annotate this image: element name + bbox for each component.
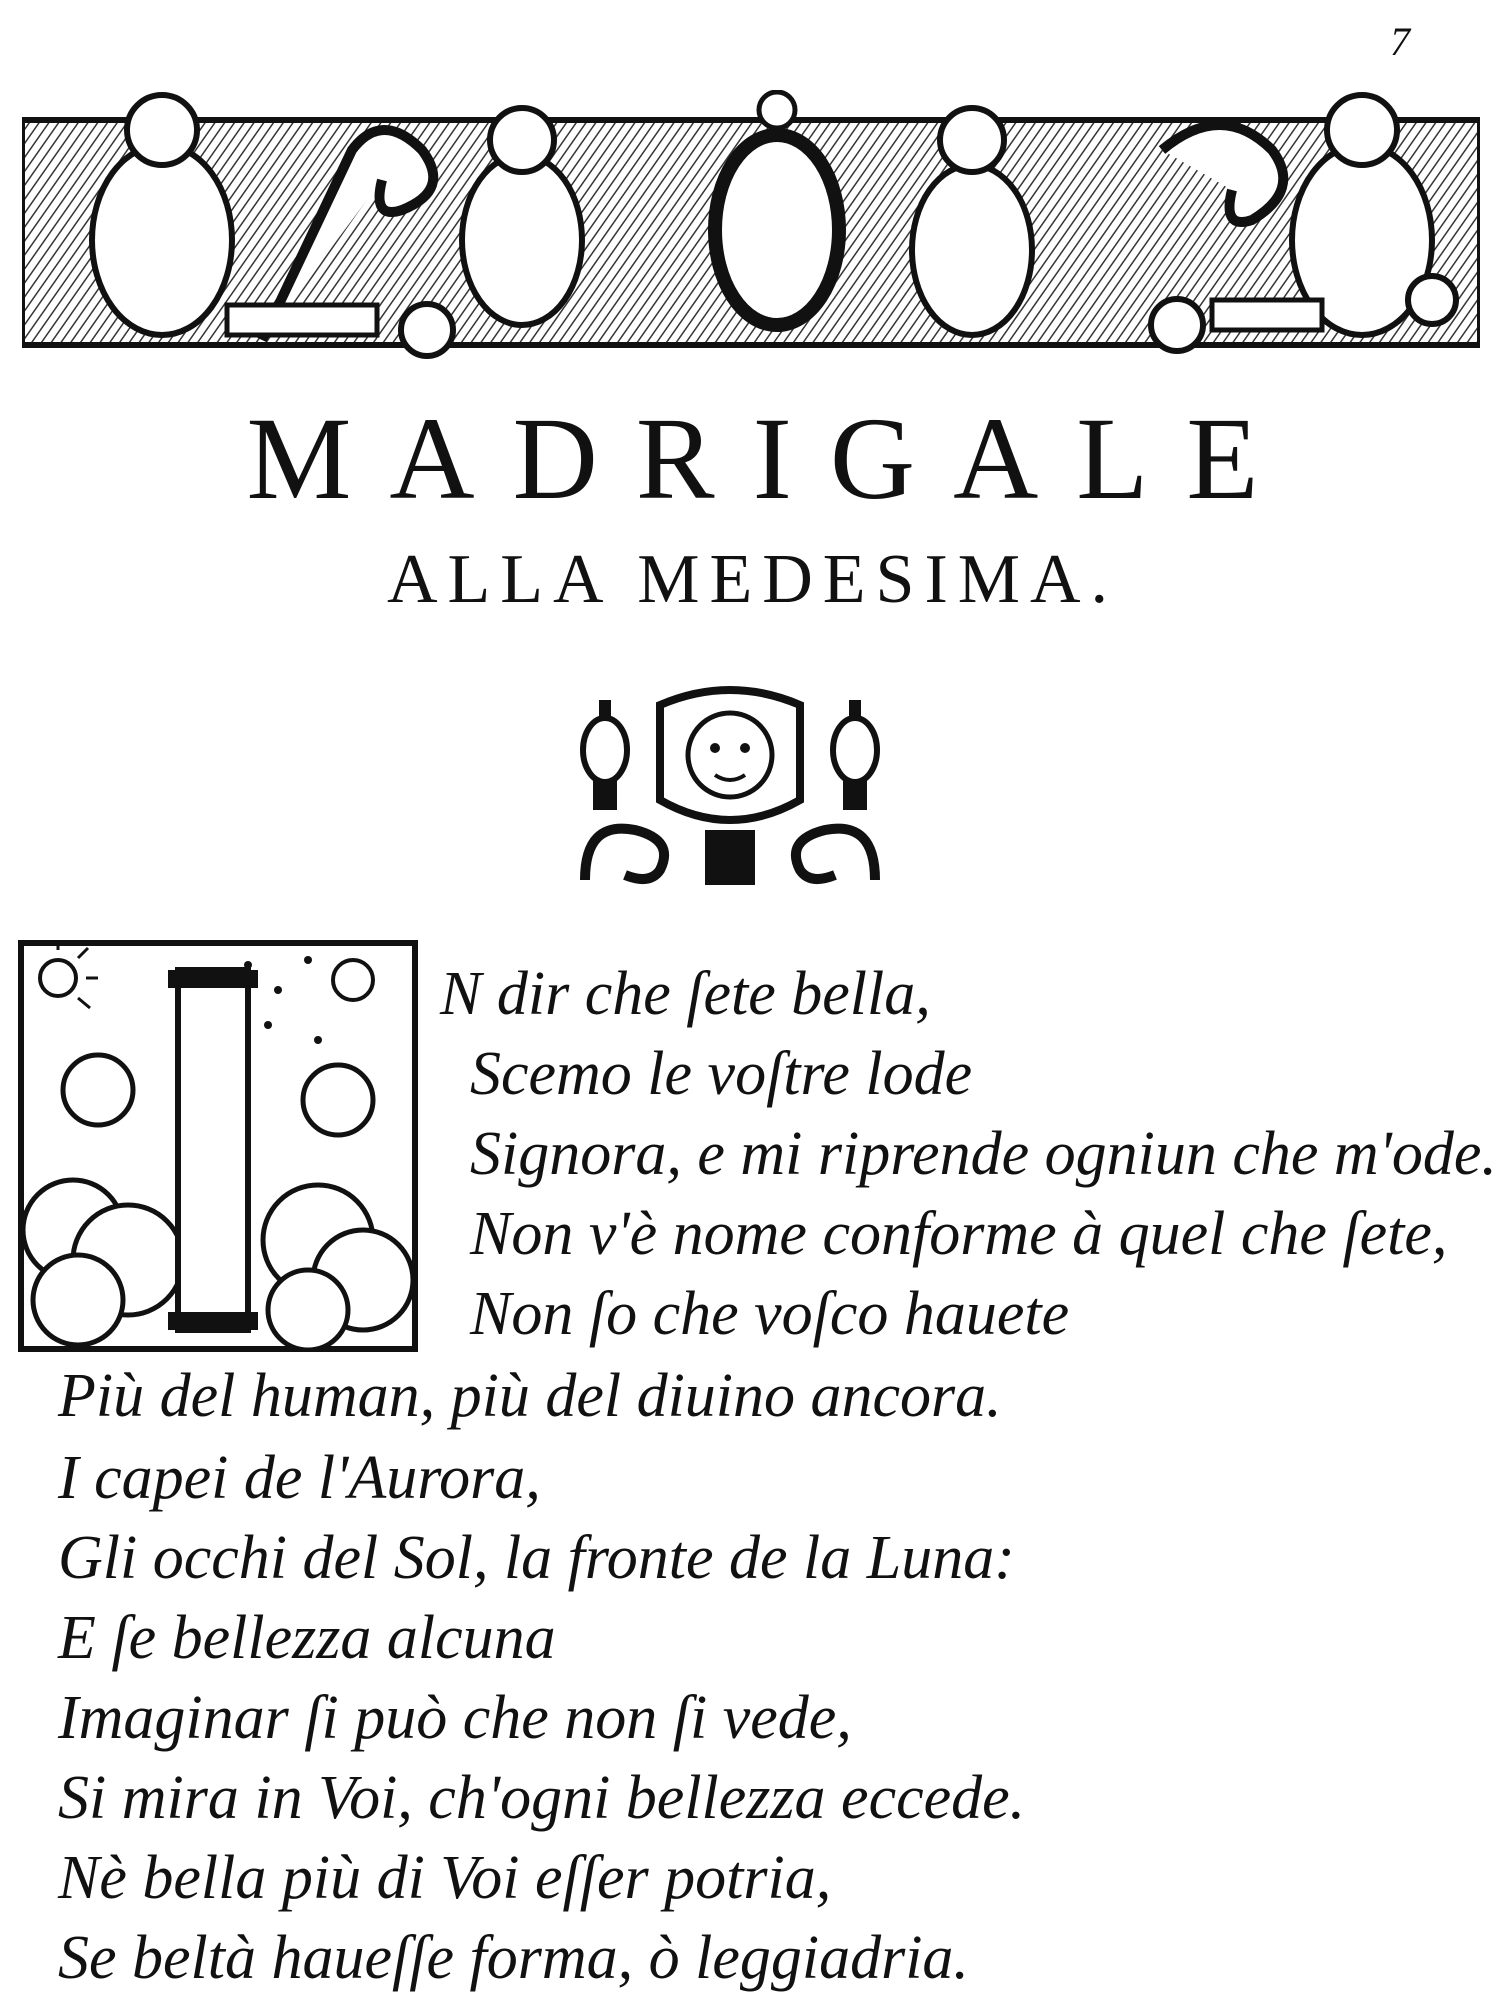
poem-line: Si mira in Voi, ch'ogni bellezza eccede. xyxy=(58,1764,1026,1832)
poem-line: Non ſo che voſco hauete xyxy=(470,1280,1070,1348)
page-title: MADRIGALE xyxy=(246,393,1297,524)
poem-line: N dir che ſete bella, xyxy=(440,960,931,1028)
poem-line: E ſe bellezza alcuna xyxy=(58,1604,556,1672)
poem-line: Se beltà haueſſe forma, ò leggiadria. xyxy=(58,1924,969,1992)
poem-line: Nè bella più di Voi eſſer potria, xyxy=(58,1844,832,1912)
page-number: 7 xyxy=(1390,19,1410,64)
poem-line: Imaginar ſi può che non ſi vede, xyxy=(58,1684,852,1752)
page-subtitle: ALLA MEDESIMA. xyxy=(386,541,1119,618)
poem-line: Non v'è nome conforme à quel che ſete, xyxy=(470,1200,1448,1268)
poem-line: Più del human, più del diuino ancora. xyxy=(58,1362,1002,1430)
poem-line: Signora, e mi riprende ogniun che m'ode. xyxy=(470,1120,1497,1188)
poem-line: I capei de l'Aurora, xyxy=(58,1444,541,1512)
poem-line: Gli occhi del Sol, la fronte de la Luna: xyxy=(58,1524,1015,1592)
poem-line: Scemo le voſtre lode xyxy=(470,1040,973,1108)
